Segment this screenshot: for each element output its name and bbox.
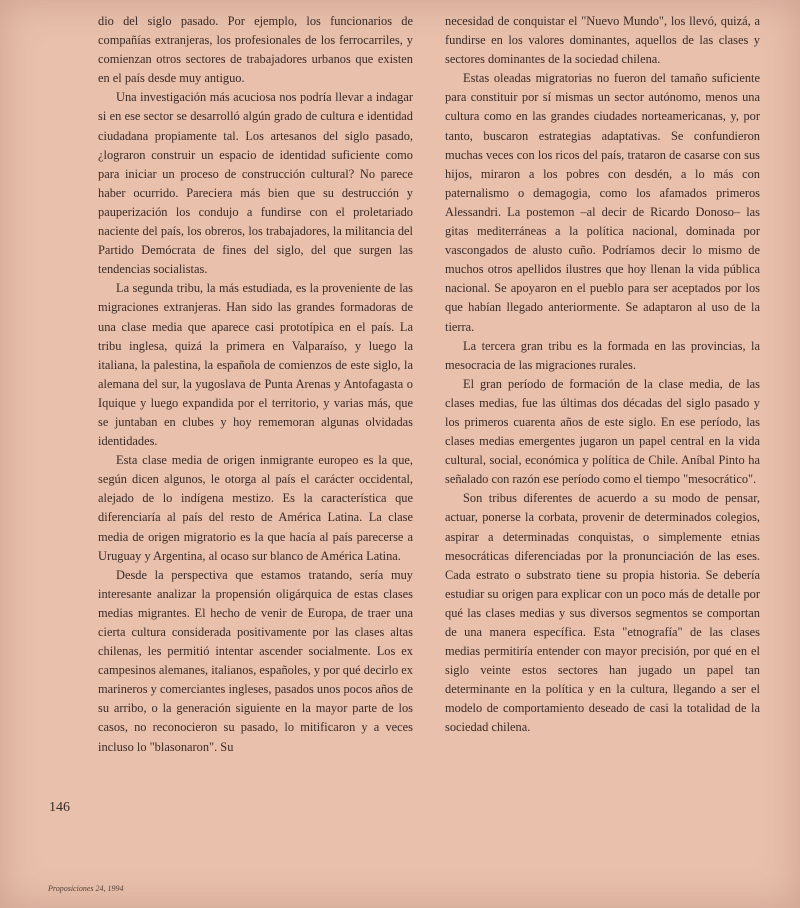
paragraph: Esta clase media de origen inmigrante europeo es la que, según dicen algunos, le otorga al país el carácter occidental, alejado de lo indígena mestizo. Es la característica que diferenciaría al país del resto de América Latina. La clase media de origen migratorio es la que hacía al país parecerse a Uruguay y Argentina, al ocaso sur blanco de América Latina. (98, 453, 413, 563)
paragraph: Una investigación más acuciosa nos podría llevar a indagar si en ese sector se desarrolló algún grado de cultura e identidad ciudadana propiamente tal. Los artesanos del siglo pasado, ¿lograron construir un espacio de identidad suficiente como para iniciar un proceso de construcción cultural? No parece haber ocurrido. Pareciera más bien que su destrucción y pauperización los condujo a fundirse con el proletariado naciente del país, los obreros, los trabajadores, la militancia del Partido Demócrata de fines del siglo, del que surgen las tendencias socialistas. (98, 90, 413, 277)
paragraph: Son tribus diferentes de acuerdo a su modo de pensar, actuar, ponerse la corbata, provenir de determinados colegios, aspirar a determinadas conquistas, o simplemente etnias mesocráticas diferenciadas por la pronunciación de las eses. Cada estrato o substrato tiene su propia historia. Se debería estudiar su origen para explicar con un poco más de detalle por qué las clases medias y sus diversos segmentos se comportan de una manera específica. Esta "etnografía" de las clases medias permitiría entender con mayor precisión, por qué en el siglo veinte estos sectores han jugado un papel tan determinante en la política y en la cultura, llegando a ser el modelo de comportamiento deseado de casi la totalidad de la sociedad chilena. (445, 491, 760, 735)
left-text-column (98, 12, 413, 757)
paragraph: Estas oleadas migratorias no fueron del tamaño suficiente para constituir por sí mismas un sector autónomo, menos una cultura como en las grandes ciudades norteamericanas, y, por tanto, buscaron estrategias adaptativas. Se confundieron muchas veces con los ricos del país, trataron de casarse con sus hijos, miraron a los pobres con desdén, a lo más con paternalismo o demagogia, como los afamados primeros Alessandri. La postemon –al decir de Ricardo Donoso– las gitas mediterráneas a la política nacional, dominada por vascongados de alusto cuño. Podríamos decir lo mismo de muchos otros apellidos ilustres que hoy llenan la vida pública nacional. Se apoyaron en el pueblo para ser aceptados por los que habían llegado anteriormente. Se adaptaron al uso de la tierra. (445, 71, 760, 334)
paragraph: necesidad de conquistar el "Nuevo Mundo", los llevó, quizá, a fundirse en los valores dominantes, aquellos de las clases y sectores dominantes de la sociedad chilena. (445, 14, 760, 67)
paragraph: dio del siglo pasado. Por ejemplo, los funcionarios de compañías extranjeras, los profesionales de los ferrocarriles, y comienzan otros sectores de trabajadores urbanos que existen en el país desde muy antiguo. (98, 14, 413, 86)
paragraph: Desde la perspectiva que estamos tratando, sería muy interesante analizar la propensión oligárquica de estas clases medias migrantes. El hecho de venir de Europa, de traer una cierta cultura considerada positivamente por las clases altas chilenas, les permitió intentar ascender socialmente. Los ex campesinos alemanes, italianos, españoles, y por qué decirlo ex marineros y comerciantes ingleses, pasados unos pocos años de su arribo, o la generación siguiente en la mayor parte de los casos, no reconocieron su pasado, lo mitificaron y a veces incluso lo "blasonaron". Su (98, 567, 413, 754)
journal-footer: Proposiciones 24, 1994 (48, 884, 124, 893)
paragraph: La tercera gran tribu es la formada en las provincias, la mesocracia de las migraciones rurales. (445, 338, 760, 372)
paragraph: El gran período de formación de la clase media, de las clases medias, fue las últimas dos décadas del siglo pasado y los primeros cuarenta años de este siglo. En ese período, las clases medias emergentes jugaron un papel central en la vida cultural, social, económica y política de Chile. Aníbal Pinto ha señalado con razón ese período como el tiempo "mesocrático". (445, 376, 760, 487)
page-number: 146 (49, 800, 70, 815)
right-text-column (445, 12, 760, 738)
paragraph: La segunda tribu, la más estudiada, es la proveniente de las migraciones extranjeras. Han sido las grandes formadoras de una clase media que aparece casi prototípica en el país. La tribu inglesa, quizá la primera en Valparaíso, y luego la italiana, la palestina, la española de comienzos de este siglo, la alemana del sur, la yugoslava de Punta Arenas y Antofagasta o Iquique y luego expandida por el territorio, y varias más, que se juntaban en clubes y hoy rememoran algunas olvidadas identidades. (98, 281, 413, 449)
